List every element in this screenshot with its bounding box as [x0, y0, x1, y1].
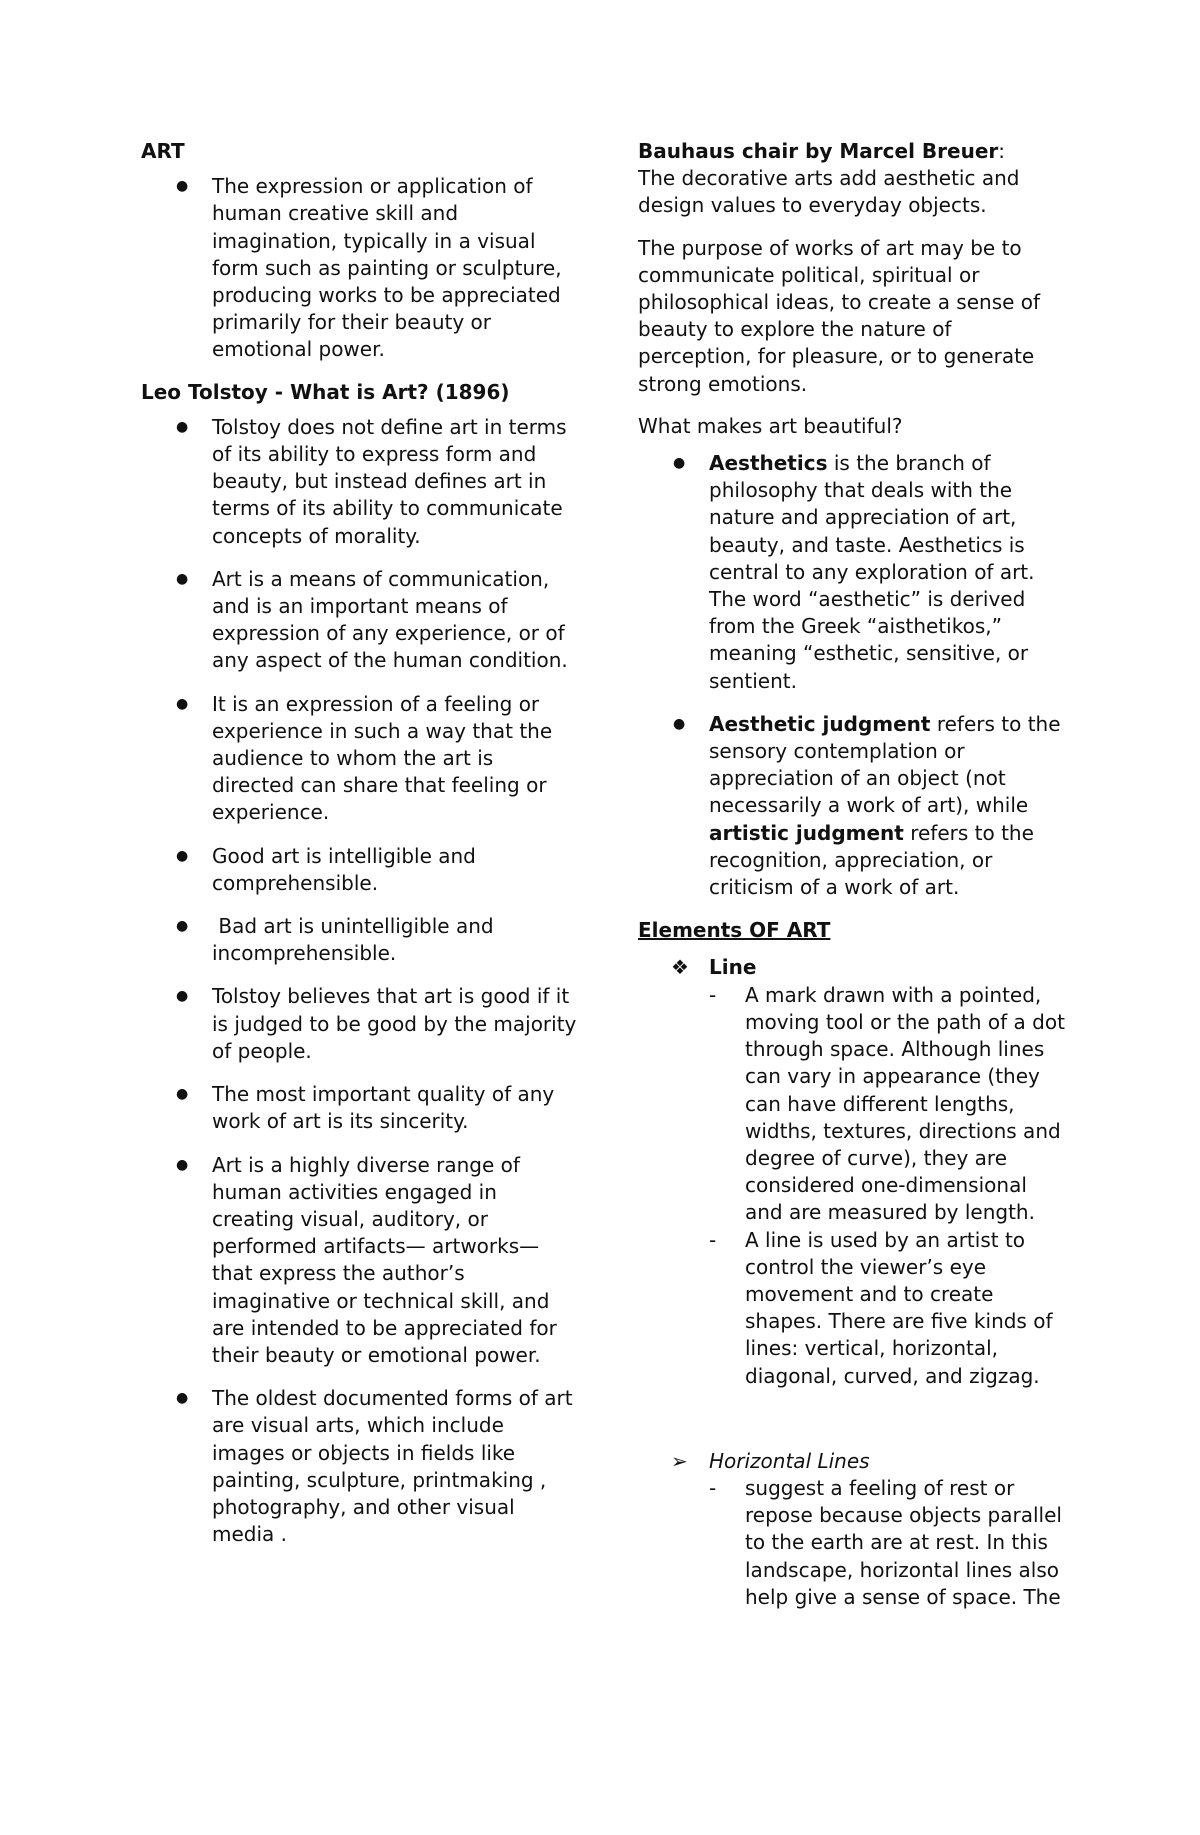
list-item	[638, 711, 1070, 901]
list-item-text: Tolstoy believes that art is good if it is judged to be good by the majority of people.	[212, 984, 577, 1063]
list-item-text: Bad art is unintelligible and incomprehensible.	[212, 914, 500, 966]
bullet-icon: ●	[176, 418, 189, 435]
list-item	[141, 1385, 581, 1548]
list-item-text: It is an expression of a feeling or experience in such a way that the audience to whom the art is directed can share that feeling or experience.	[212, 691, 553, 825]
arrow-bullet-icon: ➢	[671, 1448, 688, 1473]
list-item	[709, 982, 1070, 1227]
art-heading: ART	[141, 139, 185, 163]
line-dash-list	[709, 982, 1070, 1390]
aesthetics-bullet-list	[638, 450, 1070, 901]
list-item-text: The most important quality of any work of art is its sincerity.	[212, 1082, 555, 1134]
list-item-text: A line is used by an artist to control the viewer’s eye movement and to create shapes. There are five kinds of lines: vertical, horizontal, diagonal, curved, and zigzag.	[745, 1227, 1053, 1388]
horizontal-dash-list	[709, 1475, 1070, 1611]
horizontal-lines-section	[638, 1448, 1070, 1611]
elements-heading: Elements OF ART	[638, 918, 831, 943]
bauhaus-paragraph	[638, 138, 1070, 220]
line-title: Line	[709, 955, 757, 980]
bullet-icon: ●	[176, 1156, 189, 1173]
bullet-icon: ●	[673, 455, 686, 472]
list-item	[141, 843, 581, 897]
list-item	[709, 1227, 1070, 1390]
list-item-text: The expression or application of human creative skill and imagination, typically in a visual form such as painting or sculpture, producing works to be appreciated primarily for their beauty or emotional power.	[212, 174, 562, 362]
dash-marker: -	[709, 1475, 717, 1500]
bauhaus-text: The decorative arts add aesthetic and design values to everyday objects.	[638, 166, 1020, 218]
list-item	[141, 913, 581, 967]
tolstoy-heading: Leo Tolstoy - What is Art? (1896)	[141, 379, 510, 404]
bullet-icon: ●	[176, 1390, 189, 1407]
horizontal-lines-title: Horizontal Lines	[709, 1448, 870, 1473]
bullet-icon: ●	[176, 988, 189, 1005]
purpose-paragraph: The purpose of works of art may be to communicate political, spiritual or philosophical ideas, to create a sense of beauty to explore the nature of perception, for pleasure, or to generate strong emotions.	[638, 235, 1041, 396]
judgment-term: Aesthetic judgment	[709, 711, 931, 736]
question-paragraph: What makes art beautiful?	[638, 413, 903, 438]
bullet-icon: ●	[673, 715, 686, 732]
list-item	[141, 1152, 581, 1370]
bauhaus-title: Bauhaus chair by Marcel Breuer	[638, 139, 999, 163]
dash-marker: -	[709, 982, 717, 1007]
bauhaus-colon: :	[998, 139, 1005, 163]
art-bullet-list	[141, 173, 581, 363]
list-item-text: Art is a highly diverse range of human activities engaged in creating visual, auditory, or performed artifacts— artworks— that express the author’s imaginative or technical skill, and are intended to be appreciated for their beauty or emotional power.	[212, 1152, 557, 1367]
list-item	[638, 450, 1070, 695]
bullet-icon: ●	[176, 1086, 189, 1103]
bullet-icon: ●	[176, 695, 189, 712]
list-item-text: Good art is intelligible and comprehensible.	[212, 843, 476, 895]
left-column	[141, 138, 581, 1564]
list-item	[141, 1081, 581, 1135]
list-item-text: Art is a means of communication, and is an important means of expression of any experience, or of any aspect of the human condition.	[212, 566, 568, 673]
bullet-icon: ●	[176, 918, 189, 935]
list-item	[141, 414, 581, 550]
judgment-text-2: refers to the recognition, appreciation, or criticism of a work of art.	[709, 820, 1034, 900]
list-item	[141, 173, 581, 363]
bullet-icon: ●	[176, 178, 189, 195]
list-item-text: A mark drawn with a pointed, moving tool or the path of a dot through space. Although lines can vary in appearance (they can have different lengths, widths, textures, directions and degree of curve), they are considered one-dimensional and are measured by length.	[745, 982, 1065, 1225]
line-section	[638, 954, 1070, 1389]
list-item	[141, 566, 581, 675]
aesthetics-term: Aesthetics	[709, 451, 828, 476]
judgment-text-1: refers to the sensory contemplation or appreciation of an object (not necessarily a work of art), while	[709, 711, 1061, 818]
aesthetics-text: is the branch of philosophy that deals with the nature and appreciation of art, beauty, and taste. Aesthetics is central to any exploration of art. The word “aesthetic” is derived from the Greek “aisthetikos,” meaning “esthetic, sensitive, or sentient.	[709, 451, 1035, 693]
list-item	[141, 691, 581, 827]
dash-marker: -	[709, 1227, 717, 1252]
list-item	[709, 1475, 1070, 1611]
right-column	[638, 138, 1070, 1611]
list-item-text: Tolstoy does not define art in terms of its ability to express form and beauty, but instead defines art in terms of its ability to communicate concepts of morality.	[212, 414, 567, 548]
artistic-term: artistic judgment	[709, 820, 904, 845]
tolstoy-bullet-list	[141, 414, 581, 1549]
bullet-icon: ●	[176, 847, 189, 864]
list-item-text: The oldest documented forms of art are visual arts, which include images or objects in fields like painting, sculpture, printmaking , photography, and other visual media .	[212, 1386, 573, 1547]
diamond-bullet-icon: ❖	[671, 955, 689, 980]
list-item	[141, 983, 581, 1065]
bullet-icon: ●	[176, 570, 189, 587]
list-item-text: suggest a feeling of rest or repose because objects parallel to the earth are at rest. In this landscape, horizontal lines also help give a sense of space. The	[745, 1475, 1062, 1609]
